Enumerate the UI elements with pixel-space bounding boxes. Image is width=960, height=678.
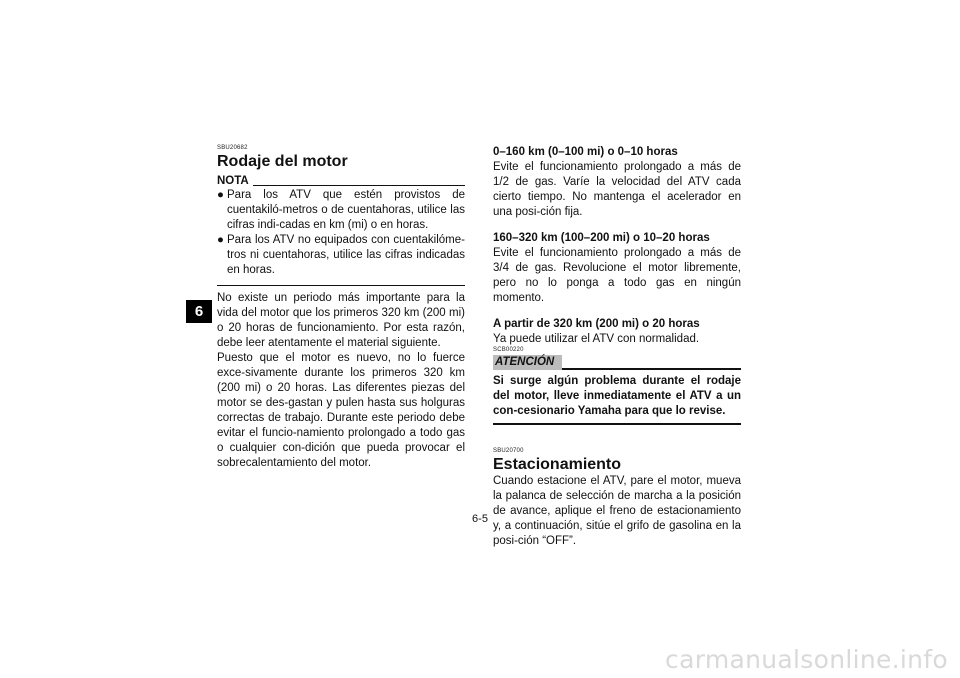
warning-text: Si surge algún problema durante el rodaje del motor, lleve inmediatamente el ATV a un con-cesionario Yamaha para que lo revise. bbox=[493, 375, 741, 417]
intro-paragraph: No existe un periodo más importante para la vida del motor que los primeros 320 km (200 mi) o 20 horas de funcionamiento. Por esta razón, debe leer atentamente el material siguiente. bbox=[217, 292, 465, 349]
paragraph-2: Evite el funcionamiento prolongado a más de 3/4 de gas. Revolucione el motor libremente, pero no lo ponga a todo gas en ningún momento. bbox=[493, 247, 741, 304]
bullet-icon: ● bbox=[217, 189, 224, 201]
parking-paragraph: Cuando estacione el ATV, pare el motor, mueva la palanca de selección de marcha a la posición de avance, aplique el freno de estacionamiento y, a continuación, sitúe el grifo de gasolina en la posi-ción “OFF”. bbox=[493, 475, 741, 547]
section-code-2: SBU20700 bbox=[493, 448, 524, 454]
note-rule bbox=[253, 185, 465, 186]
section-code: SBU20682 bbox=[217, 145, 248, 151]
section-title: Rodaje del motor bbox=[217, 153, 348, 170]
paragraph-1: Evite el funcionamiento prolongado a más de 1/2 de gas. Varíe la velocidad del ATV cada cierto tiempo. No mantenga el acelerador en una posi-ción fija. bbox=[493, 161, 741, 218]
warning-rule bbox=[562, 368, 741, 370]
list-item: ● Para los ATV que estén provistos de cuentakiló-metros o de cuentahoras, utilice las cifras indi-cadas en km (mi) o en horas. bbox=[217, 189, 465, 231]
note-header bbox=[217, 174, 465, 187]
section-title-2: Estacionamiento bbox=[493, 456, 622, 473]
note-end-rule bbox=[217, 285, 465, 286]
warning-label: ATENCIÓN bbox=[493, 355, 562, 370]
subheading-1: 0–160 km (0–100 mi) o 0–10 horas bbox=[493, 146, 678, 158]
watermark: carmanualsonline.info bbox=[665, 645, 948, 674]
warning-code: SCB00220 bbox=[493, 347, 524, 353]
left-column bbox=[217, 145, 465, 471]
paragraph-3: Ya puede utilizar el ATV con normalidad. bbox=[493, 333, 700, 345]
warning-header bbox=[493, 355, 741, 370]
chapter-tab: 6 bbox=[186, 300, 212, 323]
right-column bbox=[493, 145, 741, 549]
body-paragraph: Puesto que el motor es nuevo, no lo fuerce exce-sivamente durante los primeros 320 km (200 mi) o 20 horas. Las diferentes piezas del motor se des-gastan y pulen hasta sus holguras correctas de trabajo. Durante este periodo debe evitar el funcio-namiento prolongado a todo gas o cualquier con-dición que pueda provocar el sobrecalentamiento del motor. bbox=[217, 352, 465, 469]
note-list bbox=[217, 188, 465, 278]
note-label: NOTA bbox=[217, 175, 249, 187]
page-number: 6-5 bbox=[472, 513, 488, 525]
list-item: ● Para los ATV no equipados con cuentakilóme-tros ni cuentahoras, utilice las cifras indicadas en horas. bbox=[217, 234, 465, 276]
bullet-icon: ● bbox=[217, 234, 224, 246]
subheading-2: 160–320 km (100–200 mi) o 10–20 horas bbox=[493, 232, 710, 244]
subheading-3: A partir de 320 km (200 mi) o 20 horas bbox=[493, 318, 700, 330]
